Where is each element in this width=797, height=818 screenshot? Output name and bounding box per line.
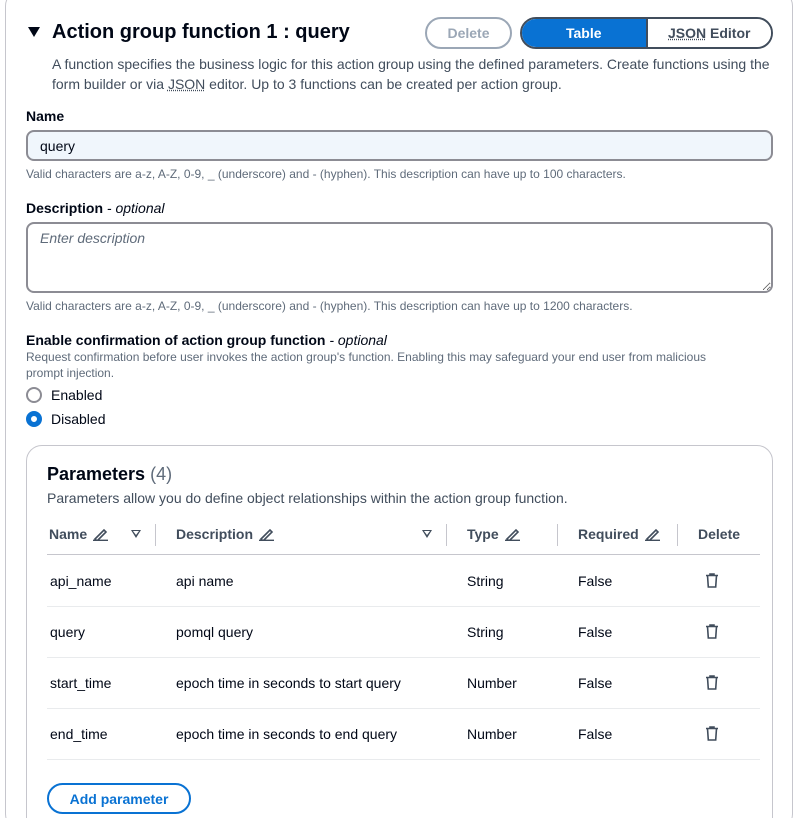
caret-down-icon[interactable] [28, 27, 40, 37]
pencil-icon [505, 527, 521, 541]
cell-required[interactable]: False [578, 624, 613, 640]
tab-table[interactable]: Table [522, 19, 646, 47]
column-header-name[interactable]: Name [49, 526, 109, 542]
description-textarea[interactable] [26, 222, 773, 293]
cell-type[interactable]: Number [467, 675, 517, 691]
cell-name[interactable]: end_time [50, 726, 108, 742]
cell-description[interactable]: epoch time in seconds to end query [176, 726, 398, 742]
cell-type[interactable]: String [467, 624, 504, 640]
row-divider [47, 606, 760, 607]
column-divider[interactable] [446, 524, 447, 546]
name-input[interactable] [26, 130, 773, 161]
radio-disabled[interactable] [26, 411, 105, 427]
cell-type[interactable]: String [467, 573, 504, 589]
function-title: Action group function 1 : query [52, 21, 350, 43]
radio-disabled-circle[interactable] [26, 411, 42, 427]
cell-required[interactable]: False [578, 726, 613, 742]
cell-required[interactable]: False [578, 675, 613, 691]
column-header-description[interactable]: Description [176, 526, 275, 542]
column-header-delete: Delete [698, 526, 741, 542]
radio-enabled[interactable] [26, 387, 102, 403]
pencil-icon [645, 527, 661, 541]
trash-icon[interactable] [705, 624, 719, 639]
name-hint: Valid characters are a-z, A-Z, 0-9, _ (underscore) and - (hyphen). This description can have up to 100 characters. [26, 167, 626, 181]
column-divider[interactable] [677, 524, 678, 546]
tab-json-editor[interactable]: JSON Editor [646, 19, 772, 47]
description-label: Description - optional [26, 200, 165, 216]
table-header-divider [47, 554, 760, 555]
column-header-type[interactable]: Type [467, 526, 521, 542]
function-description: A function specifies the business logic for this action group using the defined parameters. Create functions using the form builder or via JSON editor. Up to 3 functions can be created per action group. [52, 56, 770, 92]
cell-required[interactable]: False [578, 573, 613, 589]
cell-description[interactable]: api name [176, 573, 234, 589]
confirmation-label: Enable confirmation of action group function - optional [26, 332, 387, 348]
trash-icon[interactable] [705, 573, 719, 588]
parameters-title: Parameters (4) [47, 464, 173, 484]
row-divider [47, 657, 760, 658]
cell-name[interactable]: start_time [50, 675, 112, 691]
radio-enabled-label: Enabled [51, 387, 103, 403]
row-divider [47, 759, 760, 760]
confirmation-description: Request confirmation before user invokes the action group's function. Enabling this may safeguard your end user from malicious prompt injection. [26, 350, 706, 380]
column-divider[interactable] [557, 524, 558, 546]
delete-function-button[interactable]: Delete [425, 17, 512, 49]
trash-icon[interactable] [705, 675, 719, 690]
parameters-description: Parameters allow you do define object relationships within the action group function. [47, 490, 568, 506]
cell-type[interactable]: Number [467, 726, 517, 742]
cell-description[interactable]: pomql query [176, 624, 254, 640]
trash-icon[interactable] [705, 726, 719, 741]
add-parameter-button[interactable]: Add parameter [47, 783, 191, 814]
radio-enabled-circle[interactable] [26, 387, 42, 403]
description-hint: Valid characters are a-z, A-Z, 0-9, _ (underscore) and - (hyphen). This description can have up to 1200 characters. [26, 299, 633, 313]
sort-down-icon[interactable] [422, 530, 432, 538]
radio-disabled-label: Disabled [51, 411, 106, 427]
view-mode-toggle [520, 17, 773, 49]
pencil-icon [259, 527, 275, 541]
row-divider [47, 708, 760, 709]
sort-down-icon[interactable] [131, 530, 141, 538]
cell-description[interactable]: epoch time in seconds to start query [176, 675, 401, 691]
name-label: Name [26, 108, 65, 124]
cell-name[interactable]: api_name [50, 573, 112, 589]
pencil-icon [93, 527, 109, 541]
cell-name[interactable]: query [50, 624, 86, 640]
column-header-required[interactable]: Required [578, 526, 661, 542]
column-divider[interactable] [155, 524, 156, 546]
